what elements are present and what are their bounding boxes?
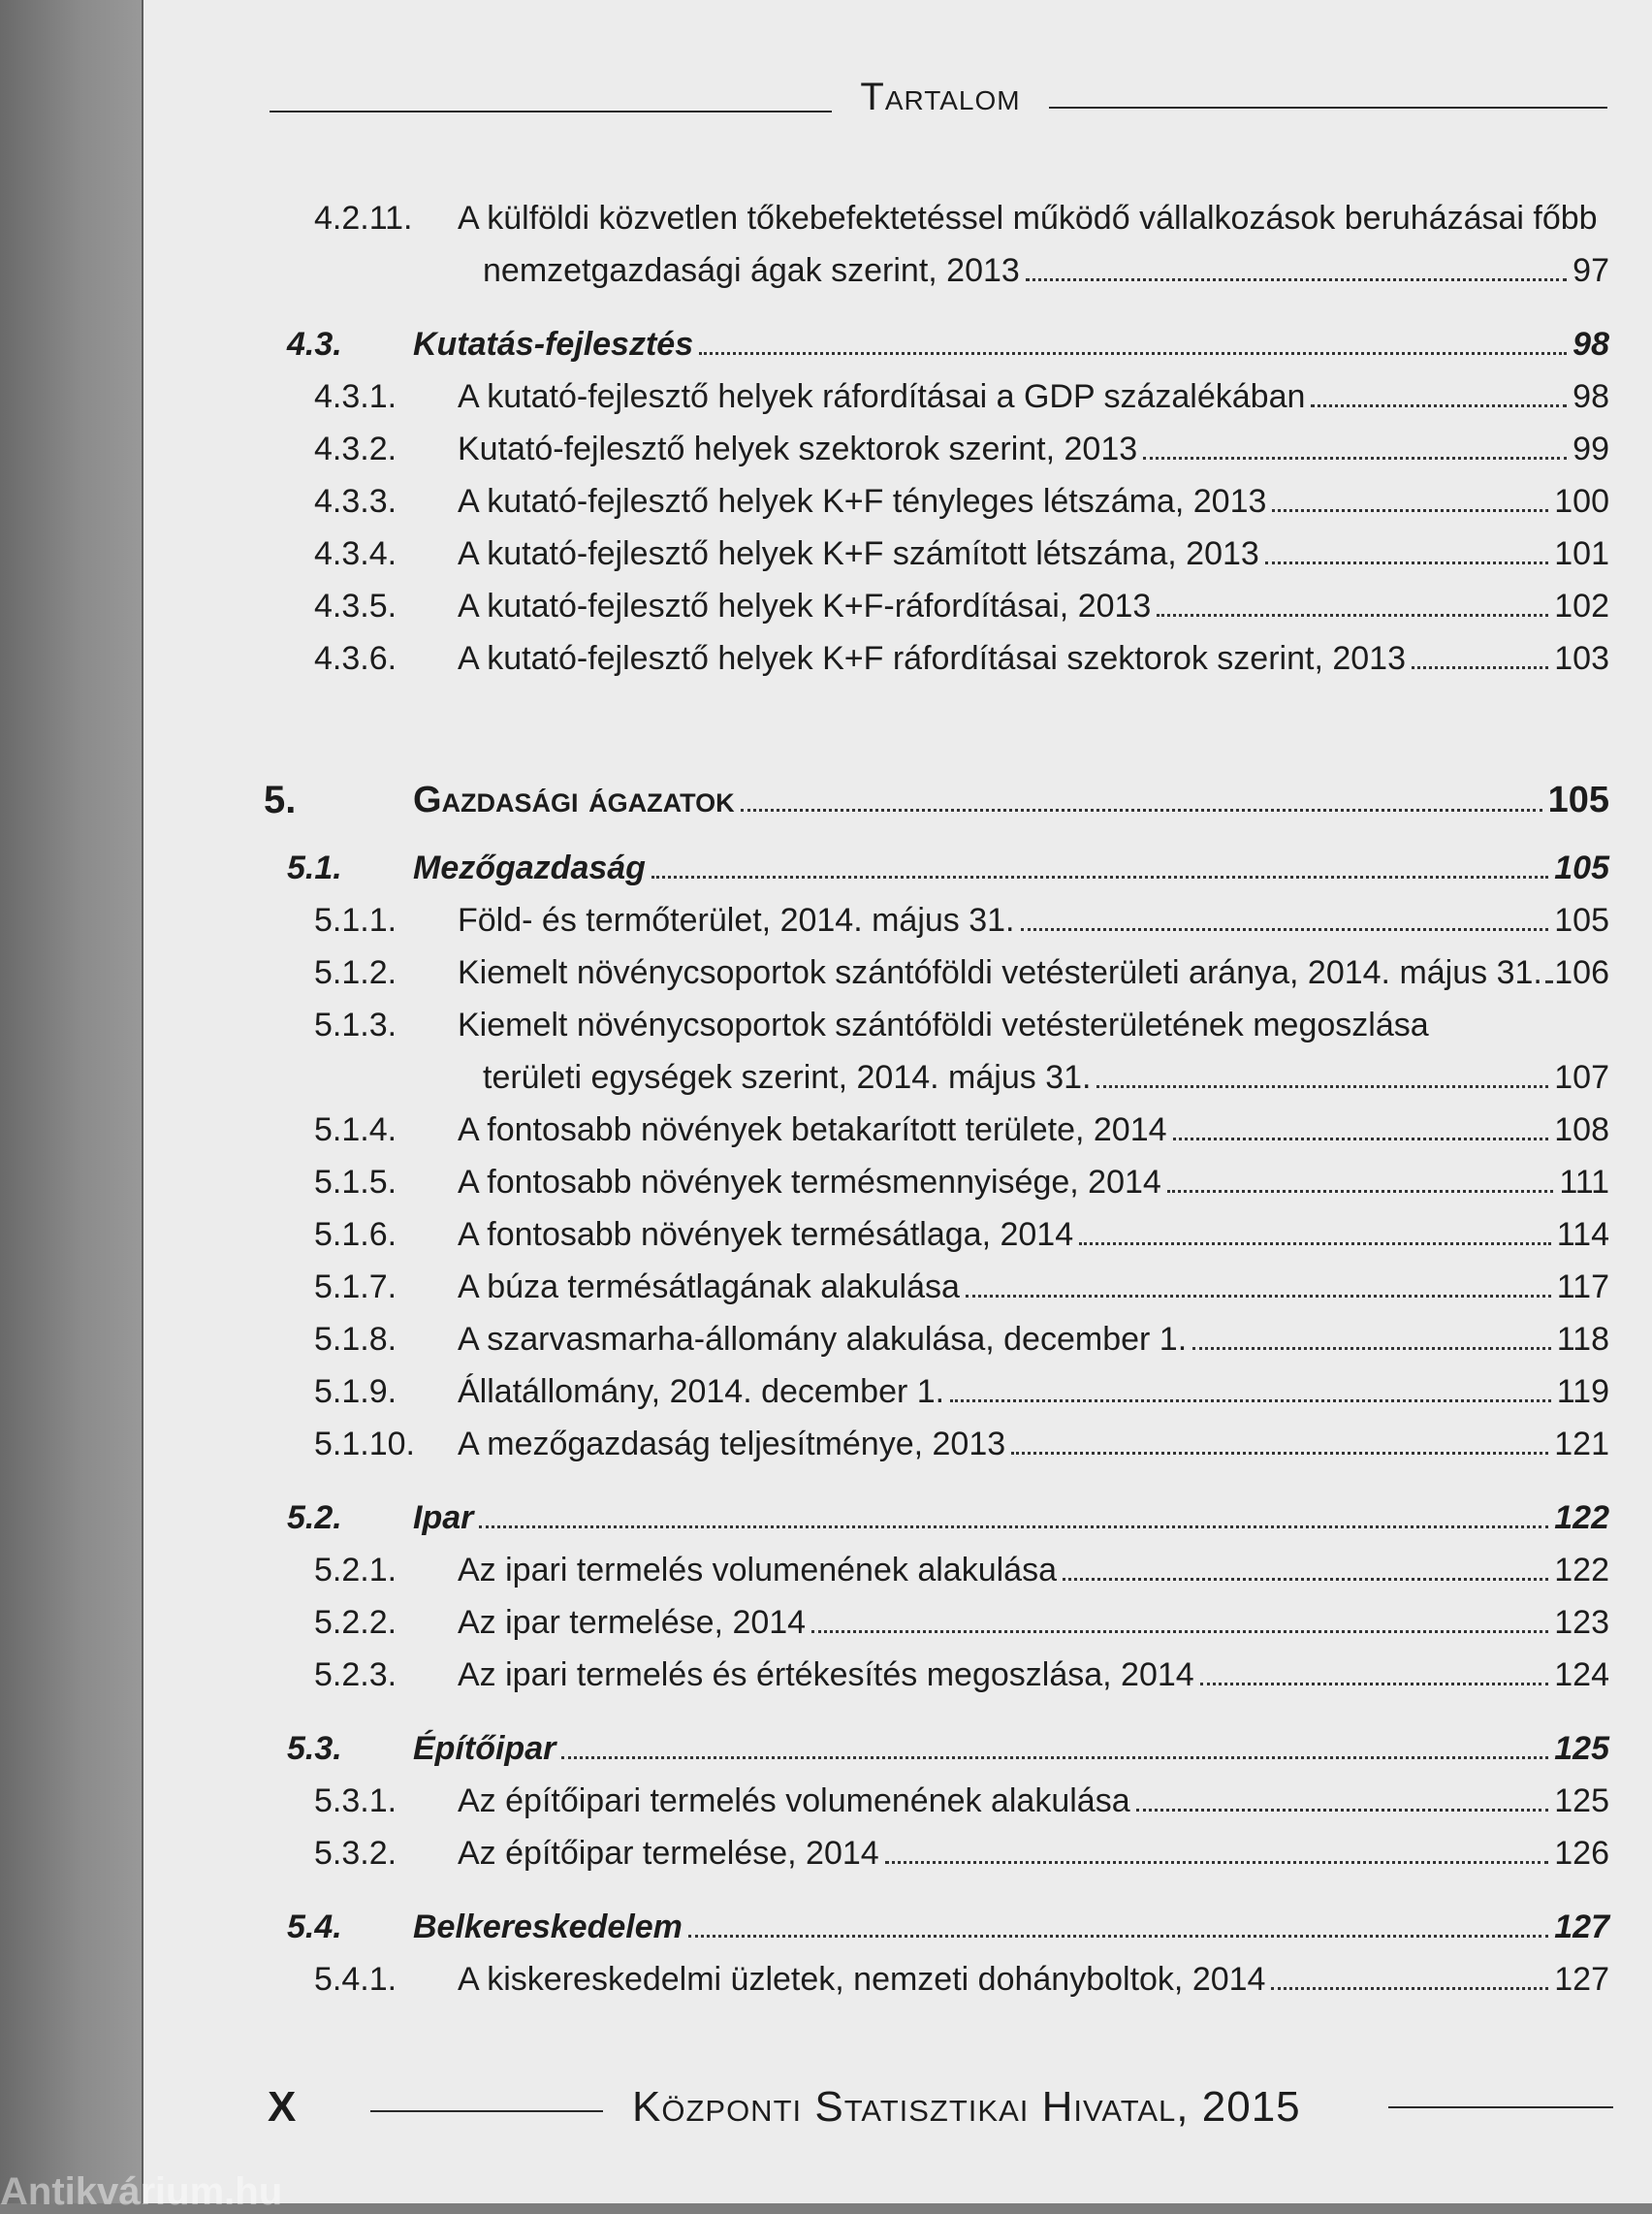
toc-entry-page: 119 bbox=[1557, 1367, 1609, 1416]
toc-entry-number: 5.1.6. bbox=[314, 1210, 397, 1259]
toc-section bbox=[264, 1493, 1609, 1546]
toc-entry-page: 108 bbox=[1554, 1106, 1609, 1154]
toc-entry-title: A fontosabb növények termésmennyisége, 2014 bbox=[458, 1158, 1161, 1206]
toc-entry-line bbox=[458, 477, 1609, 526]
toc-entry-title: A külföldi közvetlen tőkebefektetéssel működő vállalkozások beruházásai főbb bbox=[458, 194, 1598, 242]
toc-entry-page: 97 bbox=[1573, 246, 1609, 295]
dot-leader bbox=[1173, 1137, 1549, 1140]
toc-entry-line bbox=[413, 1724, 1609, 1773]
toc-entry bbox=[264, 425, 1609, 477]
toc-entry-number: 4.3.2. bbox=[314, 425, 397, 473]
toc-entry-number: 5.3. bbox=[287, 1724, 342, 1773]
toc-entry-page: 105 bbox=[1554, 844, 1609, 892]
toc-entry-title: Kiemelt növénycsoportok szántóföldi vetésterületének megoszlása bbox=[458, 1001, 1429, 1049]
toc-entry-title: Állatállomány, 2014. december 1. bbox=[458, 1367, 944, 1416]
toc-entry-number: 5.1. bbox=[287, 844, 342, 892]
dot-leader bbox=[966, 1294, 1551, 1298]
toc-entry-page: 117 bbox=[1557, 1263, 1609, 1311]
toc-entry-title: A mezőgazdaság teljesítménye, 2013 bbox=[458, 1420, 1005, 1468]
toc-entry-title: Kutató-fejlesztő helyek szektorok szerint, 2013 bbox=[458, 425, 1137, 473]
toc-section bbox=[264, 1724, 1609, 1777]
toc-entry-title: A kutató-fejlesztő helyek K+F ráfordításai szektorok szerint, 2013 bbox=[458, 634, 1406, 683]
footer-rule-left bbox=[370, 2110, 603, 2112]
toc-entry-title: A szarvasmarha-állomány alakulása, december 1. bbox=[458, 1315, 1187, 1364]
toc-entry-number: 5.2.3. bbox=[314, 1651, 397, 1699]
toc-entry-number: 5.3.2. bbox=[314, 1829, 397, 1877]
toc-entry-page: 125 bbox=[1554, 1777, 1609, 1825]
toc-entry-title: Ipar bbox=[413, 1493, 473, 1542]
toc-entry-line bbox=[458, 1777, 1609, 1825]
toc-entry-number: 5.2.1. bbox=[314, 1546, 397, 1594]
toc-entry-page: 123 bbox=[1554, 1598, 1609, 1647]
dot-leader bbox=[885, 1860, 1549, 1864]
toc-entry-page: 98 bbox=[1573, 320, 1609, 369]
toc-entry bbox=[264, 1210, 1609, 1263]
toc-entry bbox=[264, 1955, 1609, 2007]
toc-entry-page: 111 bbox=[1559, 1158, 1609, 1206]
toc-entry-title: Az építőipari termelés volumenének alakulása bbox=[458, 1777, 1130, 1825]
toc-entry-line bbox=[458, 634, 1609, 683]
dot-leader bbox=[1079, 1241, 1551, 1245]
toc-entry-page: 121 bbox=[1554, 1420, 1609, 1468]
toc-entry-page: 98 bbox=[1573, 372, 1609, 421]
dot-leader bbox=[479, 1524, 1548, 1528]
toc-entry-line bbox=[458, 1001, 1609, 1049]
toc-entry-line bbox=[458, 1315, 1609, 1364]
toc-entry-number: 5.1.1. bbox=[314, 896, 397, 945]
toc-entry bbox=[264, 582, 1609, 634]
toc-entry-title: Az építőipar termelése, 2014 bbox=[458, 1829, 879, 1877]
toc-entry bbox=[264, 246, 1609, 299]
toc-entry-title: Kutatás-fejlesztés bbox=[413, 320, 693, 369]
toc-entry-number: 5.2.2. bbox=[314, 1598, 397, 1647]
toc-entry-number: 4.3. bbox=[287, 320, 342, 369]
toc-entry-title: A búza termésátlagának alakulása bbox=[458, 1263, 960, 1311]
toc-entry-page: 127 bbox=[1554, 1903, 1609, 1951]
toc-entry bbox=[264, 1263, 1609, 1315]
toc-entry-title: Belkereskedelem bbox=[413, 1903, 683, 1951]
toc-entry-page: 114 bbox=[1557, 1210, 1609, 1259]
dot-leader bbox=[1272, 508, 1548, 512]
toc-entry-number: 4.2.11. bbox=[314, 194, 412, 242]
toc-entry-number: 5.1.5. bbox=[314, 1158, 397, 1206]
toc-entry-line bbox=[458, 896, 1609, 945]
toc-chapter bbox=[264, 776, 1609, 828]
dot-leader bbox=[1265, 561, 1548, 564]
toc-entry-title: nemzetgazdasági ágak szerint, 2013 bbox=[483, 246, 1020, 295]
dot-leader bbox=[1136, 1808, 1549, 1812]
toc-entry-page: 105 bbox=[1548, 776, 1609, 824]
dot-leader bbox=[1167, 1189, 1554, 1193]
toc-entry bbox=[264, 1315, 1609, 1367]
toc-entry-line bbox=[413, 844, 1609, 892]
toc-entry-title: A kutató-fejlesztő helyek K+F-ráfordításai, 2013 bbox=[458, 582, 1151, 630]
toc-entry-title: Az ipari termelés volumenének alakulása bbox=[458, 1546, 1057, 1594]
dot-leader bbox=[1026, 277, 1567, 281]
toc-entry-line bbox=[458, 1367, 1609, 1416]
dot-leader bbox=[1063, 1577, 1548, 1581]
toc-entry-line bbox=[458, 1158, 1609, 1206]
toc-entry-number: 5. bbox=[264, 776, 296, 824]
toc-entry-page: 124 bbox=[1554, 1651, 1609, 1699]
toc-entry-line bbox=[458, 1210, 1609, 1259]
page-number: X bbox=[268, 2083, 296, 2132]
page-footer bbox=[264, 2083, 1617, 2141]
toc-entry-line bbox=[458, 1106, 1609, 1154]
dot-leader bbox=[950, 1398, 1551, 1402]
toc-entry-line bbox=[458, 582, 1609, 630]
toc-entry-number: 5.1.3. bbox=[314, 1001, 397, 1049]
dot-leader bbox=[1021, 927, 1549, 931]
toc-entry-number: 4.3.1. bbox=[314, 372, 397, 421]
toc-section bbox=[264, 320, 1609, 372]
toc-entry-title: Mezőgazdaság bbox=[413, 844, 646, 892]
toc-entry-line bbox=[413, 1493, 1609, 1542]
toc-entry bbox=[264, 634, 1609, 687]
toc-entry-page: 100 bbox=[1554, 477, 1609, 526]
toc-entry-number: 5.3.1. bbox=[314, 1777, 397, 1825]
toc-entry-number: 5.1.8. bbox=[314, 1315, 397, 1364]
header-rule-right bbox=[1049, 107, 1607, 109]
toc-entry-page: 106 bbox=[1554, 948, 1609, 997]
toc-entry-number: 4.3.3. bbox=[314, 477, 397, 526]
dot-leader bbox=[1192, 1346, 1551, 1350]
toc-section bbox=[264, 844, 1609, 896]
dot-leader bbox=[561, 1755, 1548, 1759]
publisher-line: Központi Statisztikai Hivatal, 2015 bbox=[632, 2083, 1301, 2132]
toc-entry-line bbox=[458, 1263, 1609, 1311]
dot-leader bbox=[1311, 403, 1567, 407]
toc-entry-title: területi egységek szerint, 2014. május 31. bbox=[483, 1053, 1091, 1102]
dot-leader bbox=[1011, 1451, 1548, 1455]
toc-entry bbox=[264, 1001, 1609, 1053]
toc-entry-number: 5.4. bbox=[287, 1903, 342, 1951]
toc-entry-line bbox=[458, 194, 1609, 242]
toc-entry-line bbox=[458, 425, 1609, 473]
dot-leader bbox=[1271, 1986, 1548, 1990]
page-header bbox=[264, 76, 1617, 118]
toc-entry-title: A kiskereskedelmi üzletek, nemzeti dohányboltok, 2014 bbox=[458, 1955, 1265, 2004]
toc-entry-line bbox=[458, 1955, 1609, 2004]
toc-entry-number: 5.1.4. bbox=[314, 1106, 397, 1154]
toc-entry-number: 4.3.6. bbox=[314, 634, 397, 683]
toc-entry bbox=[264, 1420, 1609, 1472]
toc-entry-line bbox=[413, 1903, 1609, 1951]
toc-entry-page: 125 bbox=[1554, 1724, 1609, 1773]
toc-section bbox=[264, 1903, 1609, 1955]
toc-entry-title: Az ipari termelés és értékesítés megoszlása, 2014 bbox=[458, 1651, 1194, 1699]
dot-leader bbox=[741, 808, 1542, 812]
toc-entry bbox=[264, 1158, 1609, 1210]
toc-entry-line bbox=[483, 246, 1609, 295]
dot-leader bbox=[688, 1934, 1548, 1938]
toc-entry-page: 118 bbox=[1557, 1315, 1609, 1364]
toc-entry-title: Az ipar termelése, 2014 bbox=[458, 1598, 806, 1647]
toc-entry-line bbox=[458, 1546, 1609, 1594]
toc-entry bbox=[264, 1651, 1609, 1703]
toc-entry-line bbox=[458, 1420, 1609, 1468]
toc-entry-line bbox=[458, 529, 1609, 578]
dot-leader bbox=[1157, 613, 1548, 617]
toc-entry-number: 5.1.10. bbox=[314, 1420, 415, 1468]
toc-entry bbox=[264, 1053, 1609, 1106]
toc-entry bbox=[264, 948, 1609, 1001]
toc-entry-line bbox=[458, 1651, 1609, 1699]
toc-entry bbox=[264, 372, 1609, 425]
toc-entry-page: 99 bbox=[1573, 425, 1609, 473]
toc-entry bbox=[264, 1106, 1609, 1158]
toc-entry-line bbox=[458, 1598, 1609, 1647]
toc-entry-page: 122 bbox=[1554, 1546, 1609, 1594]
toc-entry-page: 126 bbox=[1554, 1829, 1609, 1877]
toc-entry bbox=[264, 529, 1609, 582]
dot-leader bbox=[1412, 665, 1548, 669]
toc-entry-title: Kiemelt növénycsoportok szántóföldi vetésterületi aránya, 2014. május 31. bbox=[458, 948, 1542, 997]
toc-entry bbox=[264, 1829, 1609, 1881]
toc-entry-page: 105 bbox=[1554, 896, 1609, 945]
toc-entry-title: A fontosabb növények betakarított területe, 2014 bbox=[458, 1106, 1167, 1154]
toc-entry-page: 101 bbox=[1554, 529, 1609, 578]
toc-entry-number: 4.3.5. bbox=[314, 582, 397, 630]
toc-entry bbox=[264, 477, 1609, 529]
toc-entry-title: Építőipar bbox=[413, 1724, 556, 1773]
dot-leader bbox=[1200, 1682, 1549, 1685]
dot-leader bbox=[651, 875, 1548, 879]
toc-entry-line bbox=[458, 372, 1609, 421]
toc-entry-line bbox=[483, 1053, 1609, 1102]
dot-leader bbox=[1143, 456, 1567, 460]
toc-entry-number: 5.2. bbox=[287, 1493, 342, 1542]
toc-entry bbox=[264, 1546, 1609, 1598]
toc-entry bbox=[264, 194, 1609, 246]
page-title: Tartalom bbox=[264, 76, 1617, 119]
dot-leader bbox=[811, 1629, 1548, 1633]
toc-entry bbox=[264, 1367, 1609, 1420]
footer-rule-right bbox=[1388, 2106, 1613, 2108]
watermark: Antikvárium.hu bbox=[0, 2170, 282, 2214]
toc-entry bbox=[264, 1777, 1609, 1829]
toc-entry-line bbox=[458, 1829, 1609, 1877]
dot-leader bbox=[1096, 1084, 1548, 1088]
toc-entry-line bbox=[413, 776, 1609, 824]
book-spine-shadow bbox=[0, 0, 147, 2203]
toc-entry-line bbox=[413, 320, 1609, 369]
toc-entry bbox=[264, 896, 1609, 948]
toc-entry-title: A kutató-fejlesztő helyek K+F számított létszáma, 2013 bbox=[458, 529, 1259, 578]
toc-entry-line bbox=[458, 948, 1609, 997]
toc-entry bbox=[264, 1598, 1609, 1651]
toc-entry-title: Gazdasági ágazatok bbox=[413, 776, 735, 824]
toc-entry-number: 5.1.2. bbox=[314, 948, 397, 997]
toc-entry-title: A fontosabb növények termésátlaga, 2014 bbox=[458, 1210, 1073, 1259]
toc-entry-page: 103 bbox=[1554, 634, 1609, 683]
toc-entry-page: 127 bbox=[1554, 1955, 1609, 2004]
toc-entry-title: A kutató-fejlesztő helyek K+F tényleges létszáma, 2013 bbox=[458, 477, 1266, 526]
toc-entry-title: Föld- és termőterület, 2014. május 31. bbox=[458, 896, 1015, 945]
toc-entry-number: 4.3.4. bbox=[314, 529, 397, 578]
toc-entry-page: 102 bbox=[1554, 582, 1609, 630]
toc-entry-number: 5.1.7. bbox=[314, 1263, 397, 1311]
toc-entry-number: 5.4.1. bbox=[314, 1955, 397, 2004]
toc-entry-page: 122 bbox=[1554, 1493, 1609, 1542]
toc-entry-number: 5.1.9. bbox=[314, 1367, 397, 1416]
dot-leader bbox=[699, 351, 1567, 355]
toc-entry-title: A kutató-fejlesztő helyek ráfordításai a GDP százalékában bbox=[458, 372, 1305, 421]
toc-entry-page: 107 bbox=[1554, 1053, 1609, 1102]
